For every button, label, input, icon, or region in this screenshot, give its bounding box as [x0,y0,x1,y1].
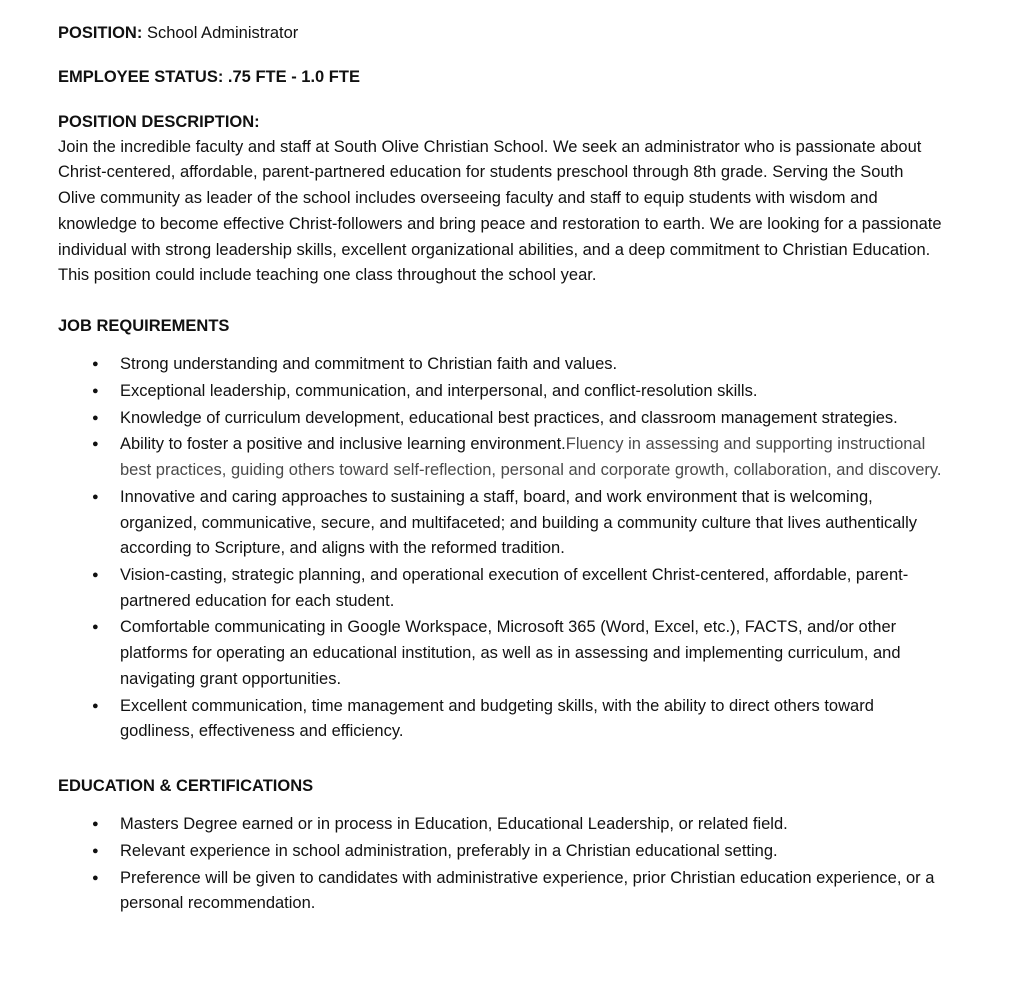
education-item [58,839,944,865]
job-requirement-item-text: Innovative and caring approaches to sustaining a staff, board, and work environment that is welcoming, organized, communicative, secure, and multifaceted; and building a community culture that lives authentically according to Scripture, and aligns with the reformed tradition. [120,487,918,558]
field-employee-status [58,66,944,88]
education-certifications-heading: EDUCATION & CERTIFICATIONS [58,777,314,796]
position-description-body: Join the incredible faculty and staff at South Olive Christian School. We seek an administrator who is passionate about Christ-centered, affordable, parent-partnered education for students preschool through 8th grade. Serving the South Olive community as leader of the school includes overseeing faculty and staff to equip students with wisdom and knowledge to become effective Christ-followers and bring peace and restoration to earth. We are looking for a passionate individual with strong leadership skills, excellent organizational abilities, and a deep commitment to Christian Education. This position could include teaching one class throughout the school year. [58,137,942,285]
education-item [58,866,944,917]
job-requirement-item [58,406,944,432]
field-position-label: POSITION: [58,24,143,42]
job-posting-body [58,22,944,918]
education-item-text: Preference will be given to candidates with administrative experience, prior Christian education experience, or a personal recommendation. [120,868,935,913]
job-requirements-list [58,352,944,745]
job-requirement-item [58,352,944,378]
job-requirement-item [58,694,944,745]
job-requirement-item-text: Vision-casting, strategic planning, and operational execution of excellent Christ-centered, affordable, parent-partnered education for each student. [120,566,909,610]
job-requirements-heading: JOB REQUIREMENTS [58,317,230,336]
job-requirement-item-text: Excellent communication, time management and budgeting skills, with the ability to direct others toward godliness, effectiveness and efficiency. [120,696,874,741]
job-requirement-item [58,485,944,562]
field-employee-status-value: .75 FTE - 1.0 FTE [227,68,360,87]
job-requirement-item-text: Knowledge of curriculum development, educational best practices, and classroom management strategies. [120,408,898,427]
position-description-heading: POSITION DESCRIPTION: [58,112,260,131]
education-item-text: Relevant experience in school administration, preferably in a Christian educational setting. [120,841,778,860]
education-item [58,812,944,838]
education-item-text: Masters Degree earned or in process in Education, Educational Leadership, or related field. [120,815,788,834]
section-job-requirements [58,315,944,745]
job-requirement-item [58,379,944,405]
education-certifications-list [58,812,944,917]
section-position-description [58,111,944,290]
job-requirement-item-text: Strong understanding and commitment to Christian faith and values. [120,355,618,374]
section-education-certifications [58,775,944,917]
job-requirement-item-continuation: Fluency in assessing and supporting instructional best practices, guiding others toward self-reflection, personal and corporate growth, collaboration, and discovery. [120,435,942,480]
job-requirement-item-text: Ability to foster a positive and inclusive learning environment. [120,435,566,454]
job-requirement-item [58,432,944,483]
job-requirement-item [58,615,944,692]
job-requirement-item [58,563,944,614]
field-position-value: School Administrator [146,24,299,42]
field-employee-status-label: EMPLOYEE STATUS: [58,68,224,87]
field-position [58,22,944,44]
job-requirement-item-text: Exceptional leadership, communication, and interpersonal, and conflict-resolution skills. [120,381,758,400]
job-requirement-item-text: Comfortable communicating in Google Workspace, Microsoft 365 (Word, Excel, etc.), FACTS, and/or other platforms for operating an educational institution, as well as in assessing and implementing curriculum, and navigating grant opportunities. [120,618,901,688]
